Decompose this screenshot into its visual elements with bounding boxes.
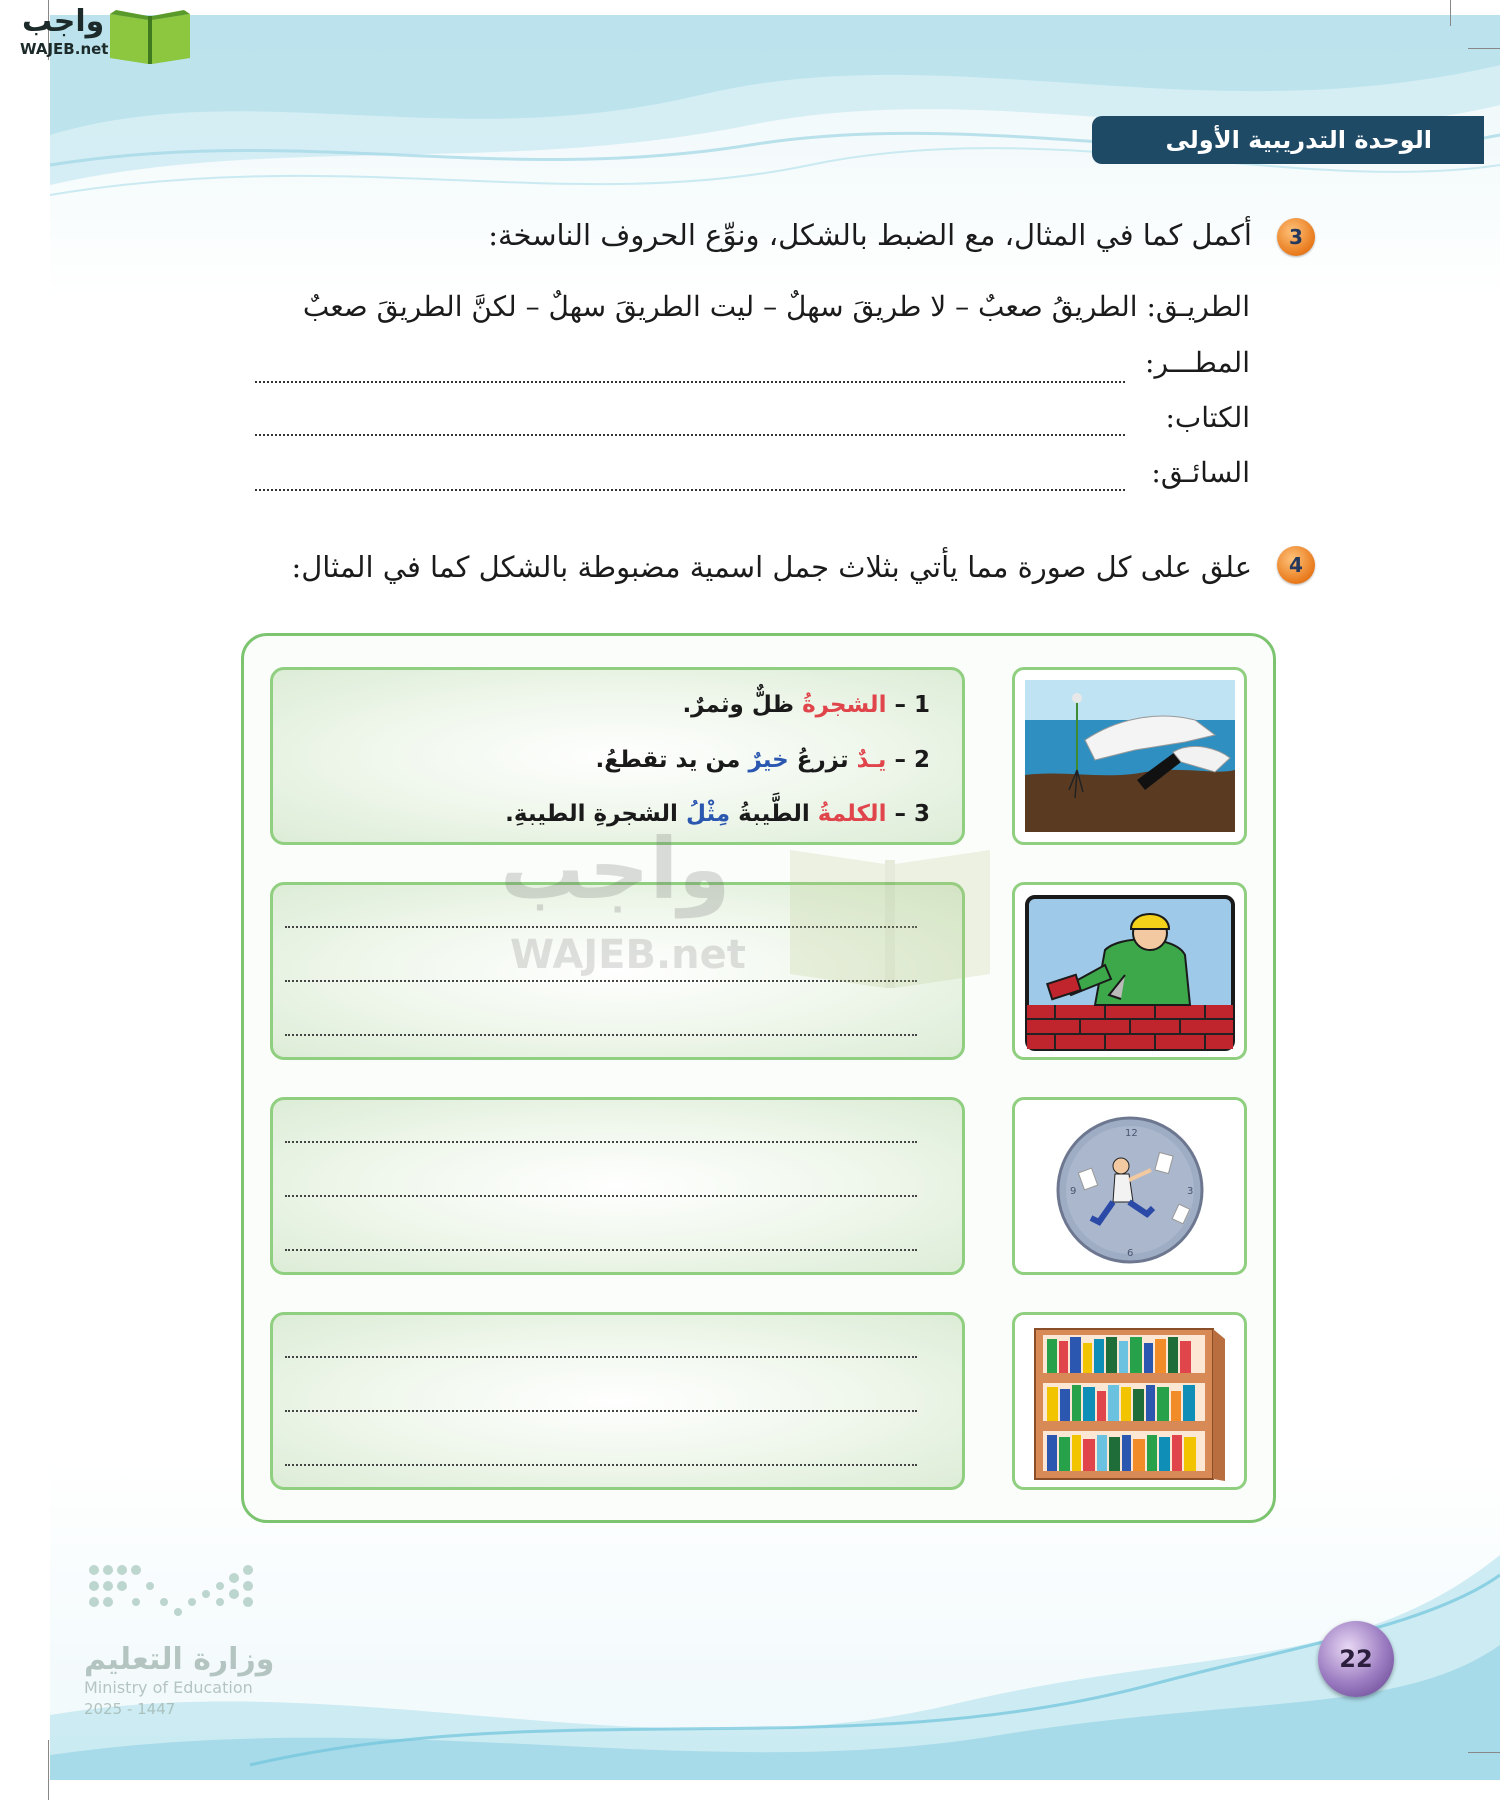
example-rest: ظلٌّ وثمرٌ.	[682, 692, 795, 718]
example-line-number: 1	[913, 692, 930, 718]
crop-mark	[48, 1740, 49, 1800]
picture-box-planting	[1012, 667, 1247, 845]
example-line-number: 3	[913, 801, 930, 827]
academic-year: 2025 - 1447	[84, 1700, 176, 1718]
picture-box-bookshelf	[1012, 1312, 1247, 1490]
example-adjective: الطَّيبةُ	[738, 801, 810, 827]
answer-line[interactable]	[285, 1356, 917, 1358]
unit-title: الوحدة التدريبية الأولى	[1165, 126, 1432, 154]
crop-mark	[1450, 0, 1451, 26]
question-4-number: 4	[1289, 553, 1303, 577]
book-logo-icon	[106, 4, 194, 66]
answer-box-time[interactable]	[270, 1097, 965, 1275]
ministry-logo	[84, 1560, 284, 1720]
picture-box-time	[1012, 1097, 1247, 1275]
example-answer-box	[270, 667, 965, 845]
example-subject: يـدٌ	[856, 747, 887, 773]
question-3-item-book: الكتاب:	[1165, 401, 1250, 434]
svg-text:3: 3	[1187, 1186, 1194, 1197]
answer-line[interactable]	[285, 1195, 917, 1197]
example-verb: تزرعُ	[796, 747, 849, 773]
crop-mark	[1468, 48, 1500, 49]
page-number-badge	[1318, 1621, 1394, 1697]
picture-box-builder	[1012, 882, 1247, 1060]
answer-line[interactable]	[255, 434, 1125, 436]
example-line-2	[596, 747, 931, 773]
ministry-name-english: Ministry of Education	[84, 1678, 253, 1697]
example-line-1	[682, 692, 930, 718]
example-predicate: خيرٌ	[748, 747, 789, 773]
example-dash: –	[894, 692, 906, 718]
example-predicate: مِثْلُ	[685, 801, 731, 827]
example-rest: الشجرةِ الطيبةِ.	[505, 801, 678, 827]
answer-line[interactable]	[255, 489, 1125, 491]
question-3-badge	[1277, 218, 1315, 256]
brand-word: واجب	[22, 4, 105, 39]
example-dash: –	[894, 801, 906, 827]
ministry-dots-icon	[84, 1560, 264, 1630]
question-3-instruction: أكمل كما في المثال، مع الضبط بالشكل، ونوِّع الحروف الناسخة:	[488, 218, 1252, 252]
svg-text:6: 6	[1127, 1248, 1134, 1259]
crop-mark	[1468, 1752, 1500, 1753]
clock-running-man-icon	[1025, 1110, 1235, 1266]
answer-line[interactable]	[285, 1141, 917, 1143]
question-3-item-driver: السائـق:	[1151, 456, 1250, 489]
brand-domain: WAJEB.net	[20, 40, 109, 58]
example-line-number: 2	[913, 747, 930, 773]
svg-text:12: 12	[1125, 1128, 1138, 1139]
bricklayer-worker-icon	[1025, 895, 1235, 1051]
question-4-badge	[1277, 546, 1315, 584]
answer-line[interactable]	[285, 1410, 917, 1412]
hand-planting-seedling-icon	[1025, 680, 1235, 832]
watermark	[500, 820, 1000, 990]
question-3-example: الطريـق: الطريقُ صعبٌ – لا طريقَ سهلٌ – ليت الطريقَ سهلٌ – لكنَّ الطريقَ صعبٌ	[302, 290, 1250, 323]
svg-text:9: 9	[1070, 1186, 1077, 1197]
answer-line[interactable]	[285, 1464, 917, 1466]
bookshelf-icon	[1025, 1325, 1235, 1481]
answer-box-bookshelf[interactable]	[270, 1312, 965, 1490]
watermark-domain: WAJEB.net	[510, 932, 746, 978]
answer-line[interactable]	[285, 1034, 917, 1036]
unit-title-banner	[1092, 116, 1484, 164]
watermark-word: واجب	[500, 820, 731, 918]
example-rest: من يد تقطعُ.	[595, 747, 741, 773]
wajeb-logo[interactable]	[8, 4, 188, 66]
book-watermark-icon	[780, 820, 1000, 990]
example-subject: الشجرةُ	[802, 692, 887, 718]
answer-line[interactable]	[285, 1249, 917, 1251]
question-3-item-rain: المطـــر:	[1145, 346, 1250, 379]
page-number: 22	[1339, 1645, 1373, 1673]
ministry-name-arabic: وزارة التعليم	[84, 1642, 275, 1677]
answer-line[interactable]	[255, 381, 1125, 383]
example-dash: –	[894, 747, 906, 773]
question-4-instruction: علق على كل صورة مما يأتي بثلاث جمل اسمية مضبوطة بالشكل كما في المثال:	[291, 550, 1252, 584]
example-subject: الكلمةُ	[817, 801, 887, 827]
question-3-number: 3	[1289, 225, 1303, 249]
